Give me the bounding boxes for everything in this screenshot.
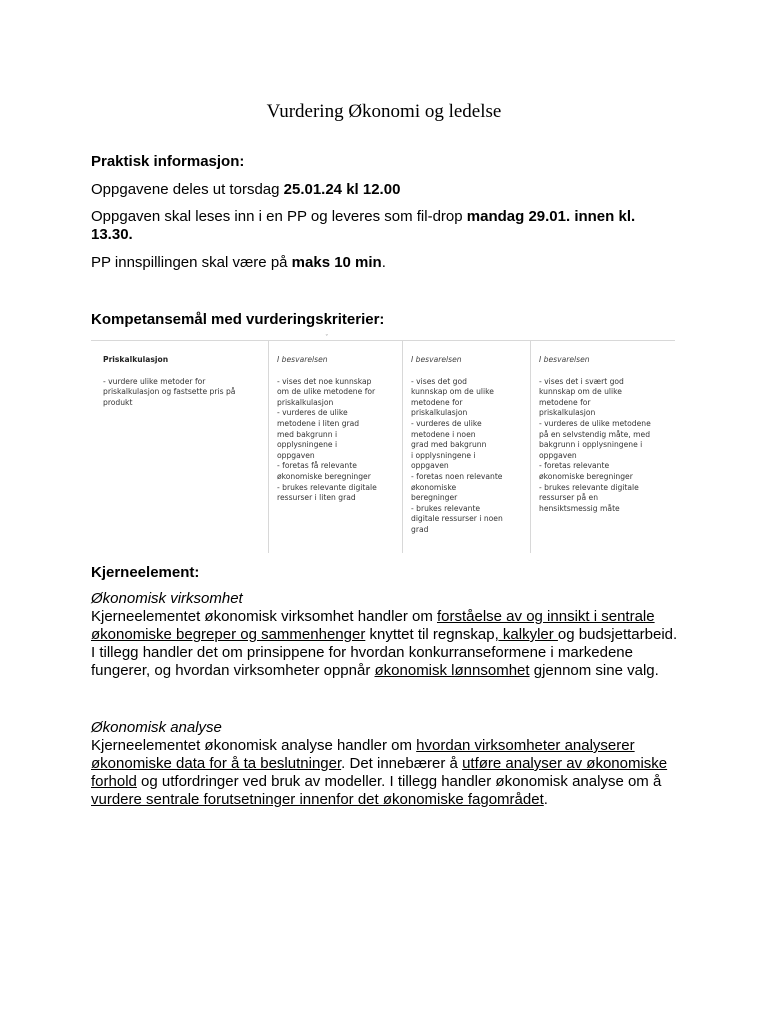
kjerne-heading: Kjerneelement: [91, 564, 200, 581]
analyse-title: Økonomisk analyse [91, 719, 222, 736]
virksomhet-section [91, 590, 681, 680]
column-header: I besvarelsen [411, 355, 462, 364]
praktisk-line1-text: Oppgavene deles ut torsdag [91, 181, 284, 198]
praktisk-line3-duration: maks 10 min [291, 254, 382, 271]
praktisk-line2-text: Oppgaven skal leses inn i en PP og leveres som fil-drop [91, 208, 467, 225]
table-column-high [531, 341, 675, 553]
column-header: I besvarelsen [539, 355, 590, 364]
praktisk-line-utdeling [91, 181, 681, 199]
column-header: I besvarelsen [277, 355, 328, 364]
underlined-phrase: vurdere sentrale forutsetninger innenfor det økonomiske fagområdet [91, 791, 544, 808]
column-header: Priskalkulasjon [103, 355, 169, 364]
underlined-phrase: utføre analyser av økonomiske forhold [91, 755, 668, 790]
praktisk-heading: Praktisk informasjon: [91, 153, 245, 170]
virksomhet-paragraph: Kjerneelementet økonomisk virksomhet handler om forståelse av og innsikt i sentrale økonomiske begreper og sammenhenger knyttet til regnskap, kalkyler og budsjettarbeid. I tillegg handler det om prinsippene for hvordan konkurranseformene i markedene fungerer, og hvordan virksomheter oppnår økonomisk lønnsomhet gjennom sine valg. [91, 608, 678, 679]
table-column-medium [403, 341, 531, 553]
underlined-phrase: hvordan virksomheter analyserer økonomiske data for å ta beslutninger [91, 737, 635, 772]
competency-criteria-table [91, 340, 675, 553]
praktisk-line-levering [91, 208, 681, 244]
praktisk-line-innspilling [91, 254, 681, 272]
underlined-phrase: forståelse av og innsikt i sentrale økonomiske begreper og sammenhenger [91, 608, 655, 643]
table-column-goal [91, 341, 269, 553]
praktisk-line3-end: . [381, 254, 386, 271]
table-column-low [269, 341, 403, 553]
underlined-phrase: , kalkyler [494, 626, 558, 643]
table-tick-mark: ˇ [325, 334, 329, 342]
praktisk-line2-deadline: mandag 29.01. innen kl. 13.30. [91, 208, 636, 243]
virksomhet-title: Økonomisk virksomhet [91, 590, 243, 607]
document-title: Vurdering Økonomi og ledelse [266, 101, 502, 122]
column-text: - vurdere ulike metoder for priskalkulasjon og fastsette pris på produkt [103, 376, 236, 407]
praktisk-line1-date: 25.01.24 kl 12.00 [283, 181, 401, 198]
praktisk-line3-text: PP innspillingen skal være på [91, 254, 292, 271]
analyse-paragraph: Kjerneelementet økonomisk analyse handler om hvordan virksomheter analyserer økonomiske data for å ta beslutninger. Det innebærer å utføre analyser av økonomiske forhold og utfordringer ved bruk av modeller. I tillegg handler økonomisk analyse om å vurdere sentrale forutsetninger innenfor det økonomiske fagområdet. [91, 737, 668, 808]
column-text: - vises det i svært god kunnskap om de ulike metodene for priskalkulasjon - vurderes de ulike metodene på en selvstendig måte, med bakgrunn i opplysningene i oppgaven - foretas relevante økonomiske beregninger - brukes relevante digitale ressurser på en hensiktsmessig måte [539, 376, 651, 513]
column-text: - vises det noe kunnskap om de ulike metodene for priskalkulasjon - vurderes de ulike metodene i liten grad med bakgrunn i opplysningene i oppgaven - foretas få relevante økonomiske beregninger - brukes relevante digitale ressurser i liten grad [277, 376, 377, 503]
kompetanse-heading: Kompetansemål med vurderingskriterier: [91, 311, 385, 328]
analyse-section [91, 719, 681, 809]
underlined-phrase: økonomisk lønnsomhet [374, 662, 530, 679]
column-text: - vises det god kunnskap om de ulike metodene for priskalkulasjon - vurderes de ulike metodene i noen grad med bakgrunn i opplysningene i oppgaven - foretas noen relevante økonomiske beregninger - brukes relevante digitale ressurser i noen grad [411, 376, 503, 534]
